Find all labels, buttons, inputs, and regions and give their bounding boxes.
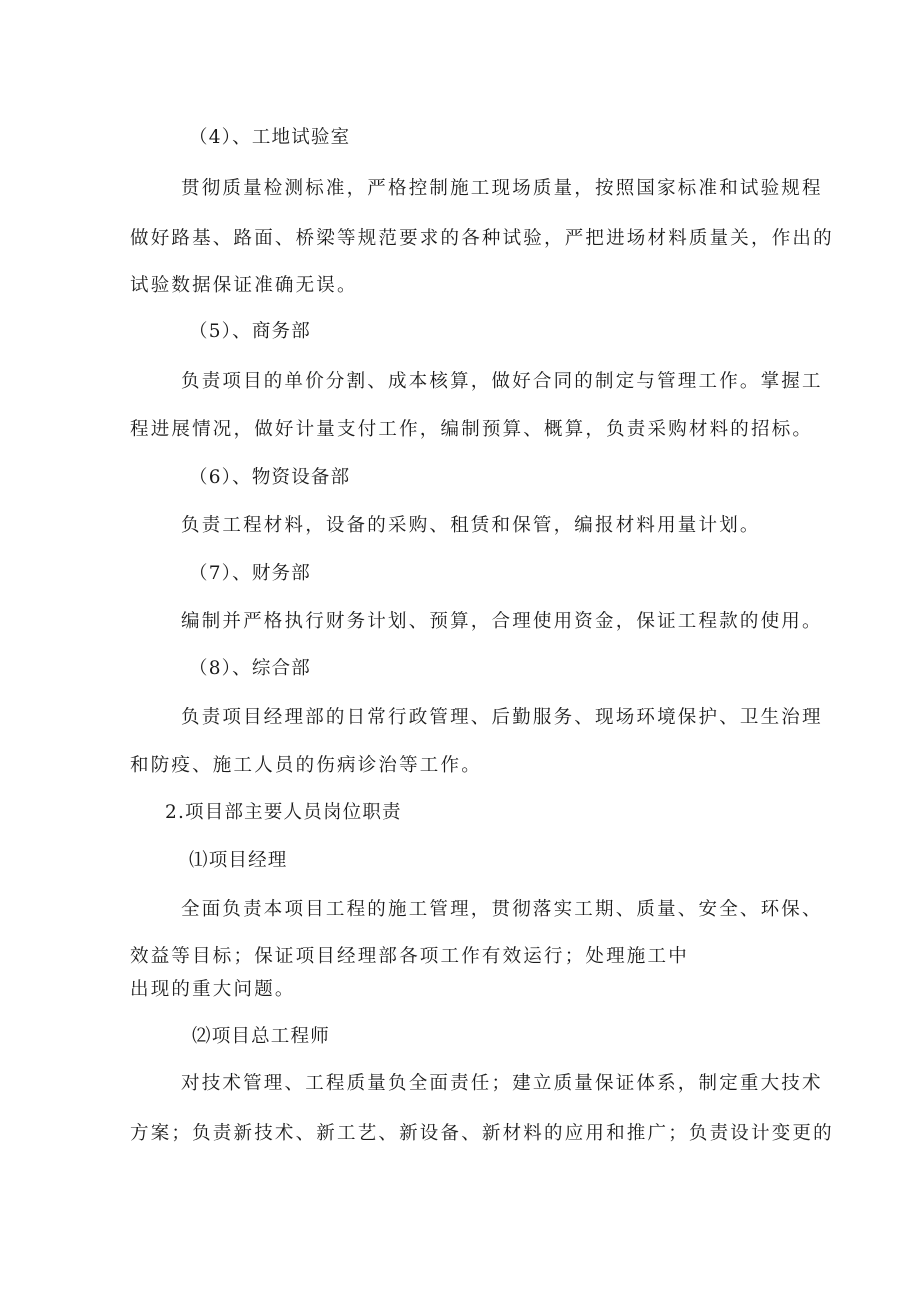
paragraph-line: 做好路基、路面、桥梁等规范要求的各种试验，严把进场材料质量关，作出的 <box>130 228 834 249</box>
section-heading-finance: （7）、财务部 <box>189 563 311 584</box>
paragraph-line: 全面负责本项目工程的施工管理，贯彻落实工期、质量、安全、环保、 <box>181 899 823 920</box>
item-heading-chief-engineer: ⑵项目总工程师 <box>192 1026 330 1047</box>
paragraph-line: 对技术管理、工程质量负全面责任；建立质量保证体系，制定重大技术 <box>181 1073 823 1094</box>
section-heading-materials: （6）、物资设备部 <box>189 467 351 488</box>
paragraph-line: 负责工程材料，设备的采购、租赁和保管，编报材料用量计划。 <box>181 515 761 536</box>
paragraph-line: 效益等目标；保证项目经理部各项工作有效运行；处理施工中 <box>130 946 689 967</box>
paragraph-line: 出现的重大问题。 <box>130 979 296 1000</box>
paragraph-line: 方案；负责新技术、新工艺、新设备、新材料的应用和推广；负责设计变更的 <box>130 1123 834 1144</box>
paragraph-line: 编制并严格执行财务计划、预算，合理使用资金，保证工程款的使用。 <box>181 611 823 632</box>
section-heading-general: （8）、综合部 <box>189 658 311 679</box>
chapter-heading: 2.项目部主要人员岗位职责 <box>165 802 402 823</box>
paragraph-line: 试验数据保证准确无误。 <box>130 275 358 296</box>
section-heading-lab: （4）、工地试验室 <box>189 127 351 148</box>
paragraph-line: 程进展情况，做好计量支付工作，编制预算、概算，负责采购材料的招标。 <box>130 419 814 440</box>
paragraph-line: 负责项目经理部的日常行政管理、后勤服务、现场环境保护、卫生治理 <box>181 707 823 728</box>
paragraph-line: 负责项目的单价分割、成本核算，做好合同的制定与管理工作。掌握工 <box>181 371 823 392</box>
section-heading-commerce: （5）、商务部 <box>189 321 311 342</box>
paragraph-line: 和防疫、施工人员的伤病诊治等工作。 <box>130 755 482 776</box>
paragraph-line: 贯彻质量检测标准，严格控制施工现场质量，按照国家标准和试验规程 <box>181 178 823 199</box>
item-heading-project-manager: ⑴项目经理 <box>189 850 288 871</box>
